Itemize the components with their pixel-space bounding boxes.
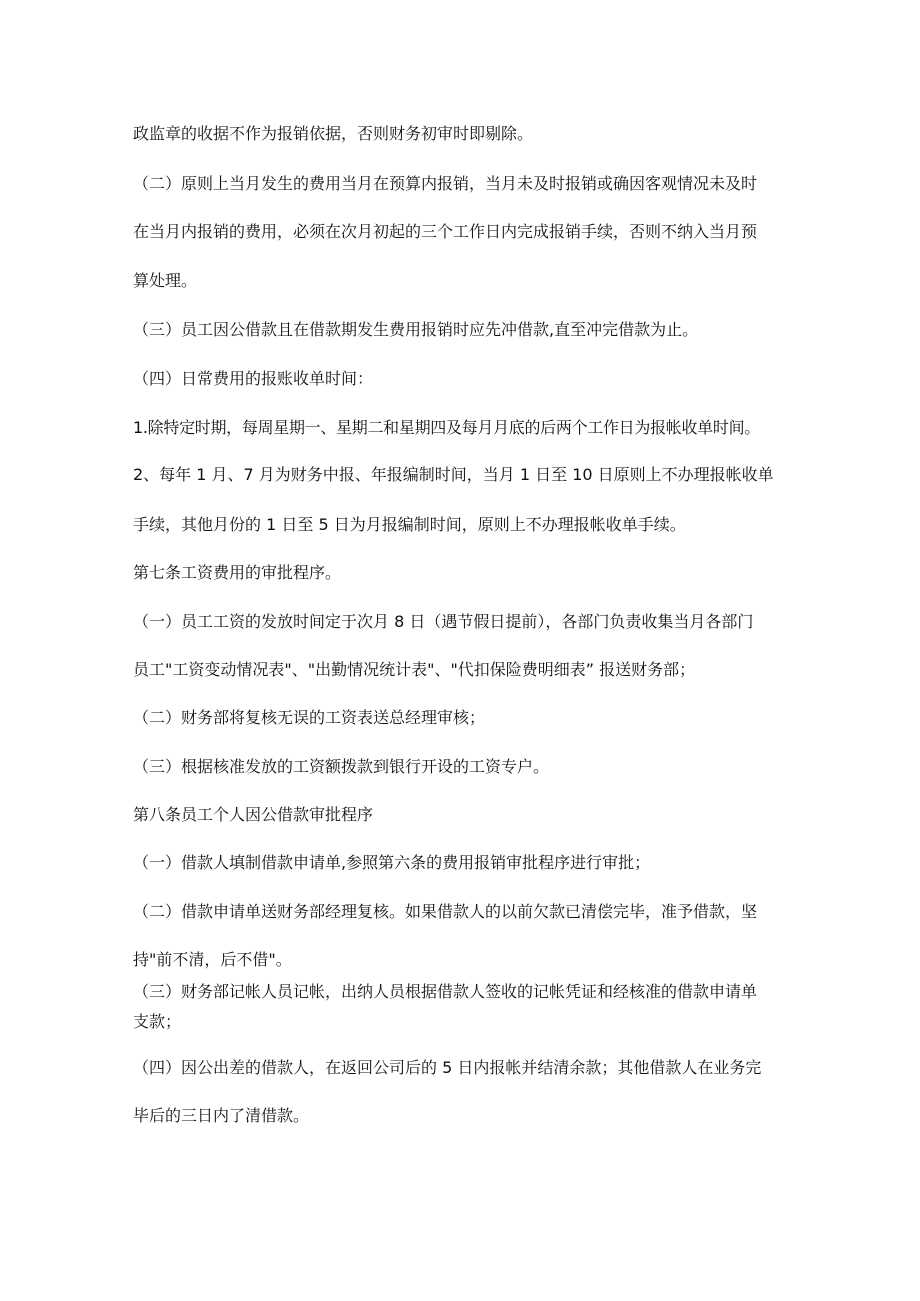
text-line: 员工"工资变动情况表"、"出勤情况统计表"、"代扣保险费明细表” 报送财务部； bbox=[133, 660, 696, 679]
text-line: （三）根据核准发放的工资额拨款到银行开设的工资专户。 bbox=[133, 757, 550, 776]
text-line: （二）原则上当月发生的费用当月在预算内报销，当月未及时报销或确因客观情况未及时 bbox=[133, 174, 758, 193]
text-line: （二）借款申请单送财务部经理复核。如果借款人的以前欠款已清偿完毕，准予借款，坚 bbox=[133, 902, 758, 921]
text-line: （一）员工工资的发放时间定于次月 8 日（遇节假日提前），各部门负责收集当月各部门 bbox=[133, 612, 754, 631]
text-line: 手续，其他月份的 1 日至 5 日为月报编制时间，原则上不办理报帐收单手续。 bbox=[133, 515, 686, 534]
text-line: 第七条工资费用的审批程序。 bbox=[133, 563, 342, 582]
text-line: 支款； bbox=[133, 1012, 182, 1031]
text-line: （四）日常费用的报账收单时间： bbox=[133, 369, 374, 388]
text-line: 2、每年 1 月、7 月为财务中报、年报编制时间，当月 1 日至 10 日原则上不办理报帐收单 bbox=[133, 465, 774, 484]
text-line: （四）因公出差的借款人，在返回公司后的 5 日内报帐并结清余款；其他借款人在业务完 bbox=[133, 1058, 762, 1077]
text-line: 在当月内报销的费用，必须在次月初起的三个工作日内完成报销手续，否则不纳入当月预 bbox=[133, 222, 758, 241]
text-line: 毕后的三日内了清借款。 bbox=[133, 1106, 310, 1125]
text-line: 第八条员工个人因公借款审批程序 bbox=[133, 805, 374, 824]
text-line: （一）借款人填制借款申请单,参照第六条的费用报销审批程序进行审批； bbox=[133, 853, 651, 872]
text-line: （三）财务部记帐人员记帐，出纳人员根据借款人签收的记帐凭证和经核准的借款申请单 bbox=[133, 982, 758, 1001]
text-line: 政监章的收据不作为报销依据，否则财务初审时即剔除。 bbox=[133, 124, 534, 143]
text-line: （二）财务部将复核无误的工资表送总经理审核； bbox=[133, 708, 486, 727]
text-line: 持"前不清，后不借"。 bbox=[133, 950, 292, 969]
text-line: 算处理。 bbox=[133, 271, 198, 290]
text-line: （三）员工因公借款且在借款期发生费用报销时应先冲借款,直至冲完借款为止。 bbox=[133, 320, 699, 339]
text-line: 1.除特定时期，每周星期一、星期二和星期四及每月月底的后两个工作日为报帐收单时间。 bbox=[133, 418, 760, 437]
